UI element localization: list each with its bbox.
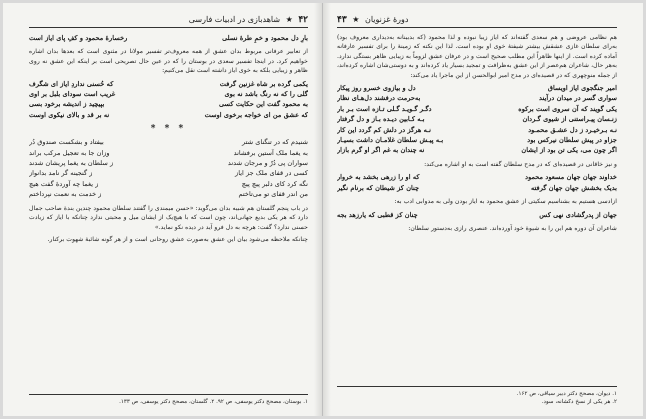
- verse-line: دگـر گـویـد گـلی تـازه است بـر بار: [337, 104, 432, 113]
- verse-block: [337, 172, 617, 193]
- paragraph: چنانکه ملاحظه می‌شود بیان این عشق به‌صورت عشق روحانی است و از هر گونه شائبهٔ شهوت برکنار.: [47, 235, 308, 243]
- verse-line: به محمود گفت این حکایت کسی: [219, 100, 308, 109]
- book-spread: [3, 3, 643, 416]
- verse-line: سواران پی دُرّ و مرجان شدند: [227, 159, 308, 168]
- left-page: [3, 3, 323, 416]
- verse-line: بیفتاد و بشکست صندوق دُر: [29, 138, 104, 147]
- verse-line: به‌حرمت درفشند دل‌هـای نظار: [337, 94, 421, 103]
- verse-line: جزاو در پیش سلطان نیرکس بود: [527, 136, 617, 145]
- verse-line: نه چندان به غم اگر او گرم بازار: [337, 146, 425, 155]
- left-page-header: [29, 15, 308, 28]
- verse-line: بدیک بخشش جهان جهان گرفته: [531, 183, 617, 192]
- paragraph: و نیز خاقانی در قصیده‌ای که در مدح سلطان گفته است به او اشاره می‌کند:: [424, 160, 617, 168]
- verse-line: که حُسنی نداردِ ایاز ای شگرف: [29, 79, 114, 88]
- verse-line: گلی را که نه رنگ باشد نه بوی: [224, 90, 308, 99]
- verse-line: یکمی گرده بر شاه غزنین گرفت: [219, 79, 308, 88]
- verse-line: بارِ دل محمود و خمِ طرهٔ نسلی: [222, 34, 308, 42]
- paragraph: شاعران آن دوره هم این را به شیوهٔ خود آورده‌اند. عنصری رازی به‌دستور سلطان:: [408, 224, 617, 232]
- verse-line: شنیدم که در تنگنای شتر: [241, 138, 308, 147]
- verse-block: [337, 83, 617, 156]
- verse-line: اگر چون می، یکی تن بود از ایشان: [521, 146, 617, 155]
- footnotes: [29, 394, 308, 406]
- verse-line: بـه ‌کـابین دیـده ‌بـاز و دل گرفتار: [337, 115, 425, 124]
- verse-line: رخسارهٔ محمود و کفِ پای ایاز است: [29, 34, 128, 42]
- verse-line: جهان از پدرگشادی نهی کس: [539, 210, 617, 219]
- verse-line: چنان کز شیطان که برنام نگیر: [337, 183, 420, 192]
- footnote: ۱. دیوان، مصحح دکتر دبیر سیاقی، ص ۱۶۲.: [516, 391, 617, 397]
- paragraph: از تعابیر عرفانی مربوط بدان عشق از همه معروف‌تر تفسیر مولانا در مثنوی است که بعدها بدان اشاره خواهیم کرد. در اینجا تفسیر سعدی در بوستان را که در عین حال تصریحی است بر اینکه این عشق نه روی ظاهر و زیبایی بلکه به خوی ایاز داشته است نقل می‌کنیم:: [29, 48, 308, 75]
- verse-line: من اندر قفای تو می‌تاختم: [238, 190, 308, 199]
- verse-line: ز سلطان به یغما پریشان شدند: [29, 159, 114, 168]
- paragraph: هم نظامی عروضی و هم سعدی گفته‌اند که ایاز زیبا نبوده و لذا محمود (که بدبینانه به‌دیداری معروف بود) به‌رای سلطان غازی عشقش بیشتر شیفتهٔ خوی او بوده است. لذا این نکته که زمینهٔ را برای تفسیر عارفانه آماده کرده است. از اینها ظاهراً این مطلب صحیح است و در عرفان عشق لزوماً به زیبایی ظاهر بستگی ندارد. به‌هر حال، شاعران هم‌عصر از این عشق به‌ظرافت و تمجید بسیار یاد کرده‌اند و به دوستی‌شان اشاره کرده‌اند، از جمله منوچهری که در قصیده‌ای در مدح امیر ابوالحسن از این ماجرا یاد می‌کند:: [337, 34, 617, 79]
- star-icon: ★: [352, 15, 360, 24]
- verse-line: دل و بیازوی خسرو روز پیکار: [337, 84, 416, 93]
- verse-line: نه بر قد و بالای نیکوی اوست: [29, 110, 110, 119]
- paragraph: در باب پنجم گلستان هم شبیه بدان می‌گوید: «حسن میمندی را گفتند سلطان محمود چندین بندهٔ صاحب جمال دارد که هر یکی بدیع جهانی‌اند، چون است که با هیچ‌یک از ایشان میل و محبتی ندارد چنانکه با ایاز که زیادت حسنی ندارد؟ گفت: هرچه به دل فرو آید در دیده نکو نماید.»: [29, 204, 308, 231]
- verse-line: امیر جنگجوی ایاز اویساق: [547, 84, 617, 93]
- verse-line: نـه بـرخیـرد ز دل عشـق محمـود: [528, 125, 617, 134]
- verse-block: [29, 33, 308, 43]
- footnote: ۲. هر یکی از نسخ دکشانه، سود.: [541, 399, 617, 405]
- verse-line: بپیچید ز اندیشه برخود بسی: [29, 100, 105, 109]
- page-number: ۴۳: [337, 15, 347, 25]
- verse-line: نگه کرد کای دلبر پیچ پیچ: [241, 179, 308, 188]
- star-icon: ★: [285, 15, 293, 24]
- verse-line: وزان جا به تعجیل مرکب براند: [29, 148, 110, 157]
- verse-line: به یغما ملک آستین برفشاند: [233, 148, 308, 157]
- verse-line: خداوند جهان جهان مسعود محمود: [525, 173, 617, 182]
- verse-line: چنان کز قطبی که یارزهد بجه: [337, 210, 418, 219]
- verse-line: نـه هرگز در دلش کم گردد این کار: [337, 125, 431, 134]
- verse-line: سواری گسر در میدان درآیند: [539, 94, 617, 103]
- verse-line: ز یغما چه آوردهٔ گفت هیچ: [29, 179, 99, 188]
- section-divider: * * *: [150, 124, 187, 135]
- gutter-shadow: [323, 3, 331, 416]
- running-title: شاهدبازی در ادبیات فارسی: [188, 15, 281, 24]
- verse-block: [337, 210, 617, 220]
- verse-line: یکی گویند که آن سروی است برکوه: [518, 104, 617, 113]
- verse-line: که او را زرهی بخشد به خروار: [337, 173, 420, 182]
- running-title: دورهٔ غزنویان: [364, 15, 409, 24]
- page-number: ۴۲: [298, 15, 308, 25]
- verse-line: بـه پیـش سلطان غلامـان داشت بسیـار: [337, 136, 444, 145]
- verse-line: که عشق من ای خواجه برخوی اوست: [204, 110, 308, 119]
- verse-line: ز خدمت به نعمت نپرداختم: [29, 190, 102, 199]
- right-page-header: [337, 15, 617, 28]
- verse-line: غریب است سودای بلبل بر اوی: [29, 90, 116, 99]
- right-page: [323, 3, 643, 416]
- verse-line: کسی در قفای ملک جز ایاز: [235, 169, 308, 178]
- verse-line: زنـسان پیـراستنی از شیوی گـردان: [522, 115, 617, 124]
- verse-block: [29, 79, 308, 121]
- footnotes: [337, 386, 617, 406]
- verse-block: [29, 137, 308, 199]
- gutter-shadow: [314, 3, 322, 416]
- footnote: ۱. بوستان، مصحح دکتر یوسفی، ص ۹۲. ۲. گلستان، مصحح دکتر یوسفی، ص ۱۳۳.: [119, 399, 308, 405]
- paragraph: ازادسی هستیم به بشناسیم سکیتی از عشق محمود به ایاز بودن ولی به مدوابی ادب به:: [394, 198, 617, 206]
- verse-line: ز گنجینه گر نامد بدانواز: [29, 169, 93, 178]
